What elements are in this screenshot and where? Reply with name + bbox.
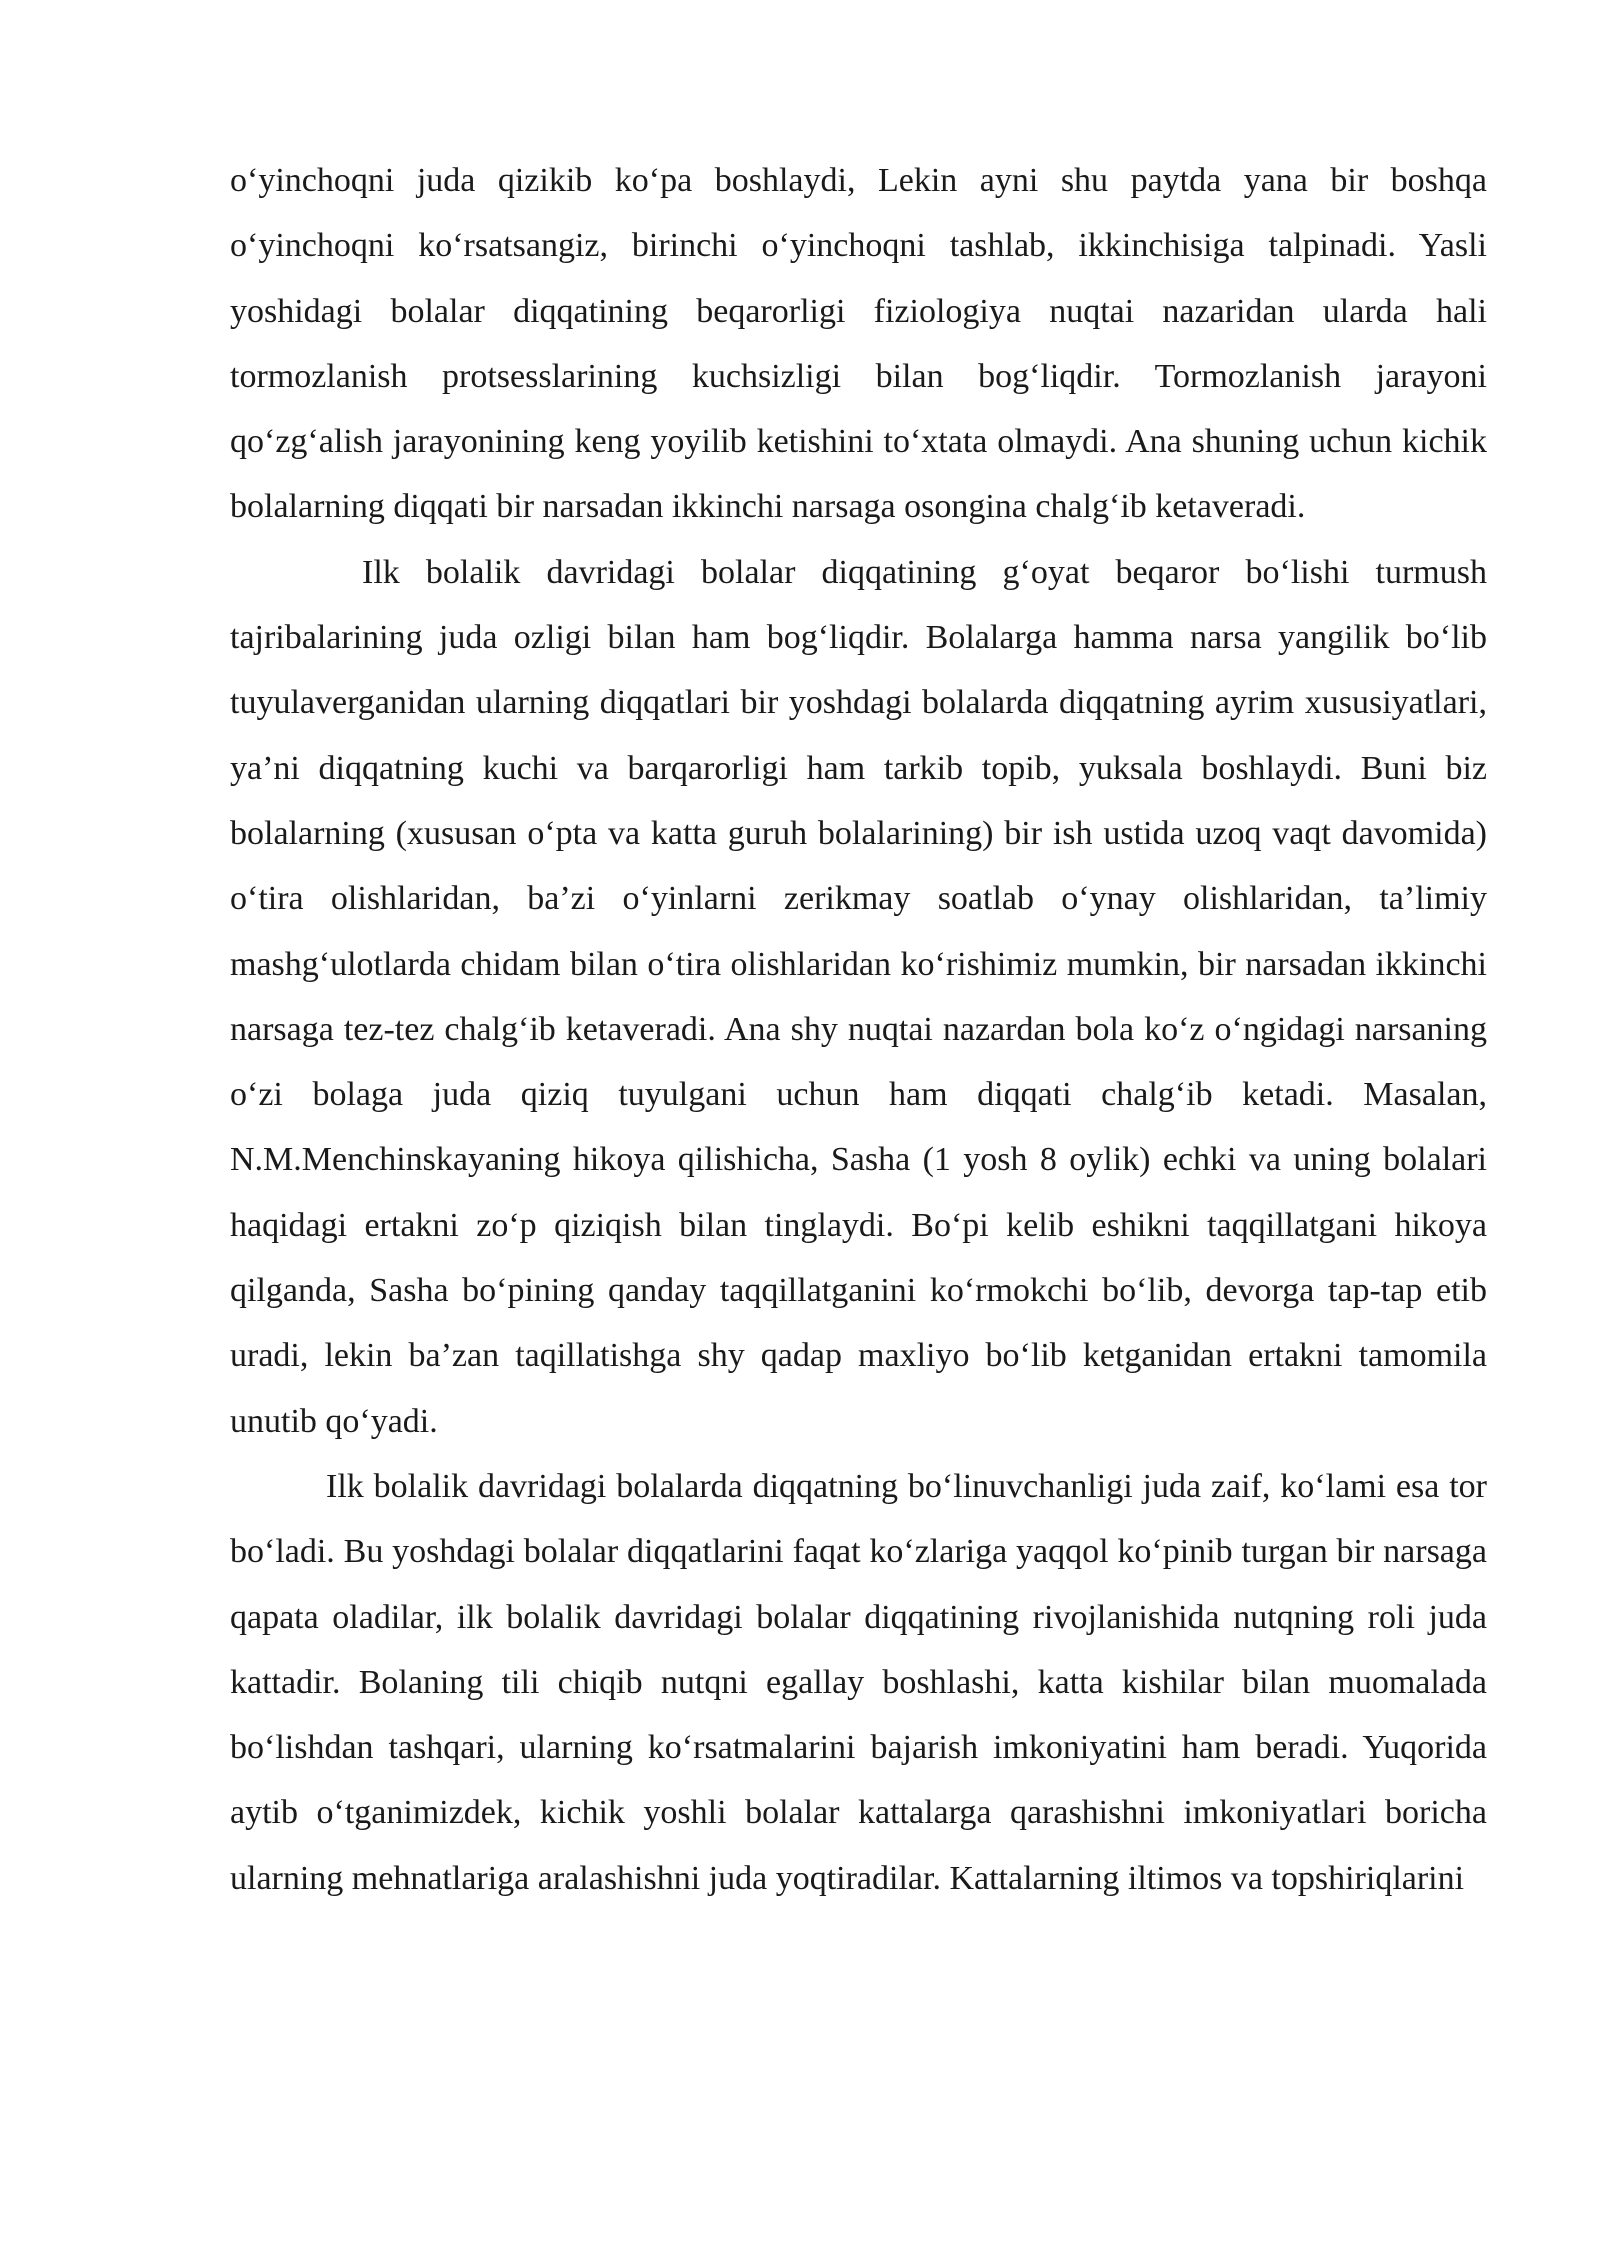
document-body [230, 148, 1487, 1911]
paragraph-3: Ilk bolalik davridagi bolalarda diqqatning bo‘linuvchanligi juda zaif, ko‘lami esa tor bo‘ladi. Bu yoshdagi bolalar diqqatlarini faqat ko‘zlariga yaqqol ko‘pinib turgan bir narsaga qapata oladilar, ilk bolalik davridagi bolalar diqqatining rivojlanishida nutqning roli juda kattadir. Bolaning tili chiqib nutqni egallay boshlashi, katta kishilar bilan muomalada bo‘lishdan tashqari, ularning ko‘rsatmalarini bajarish imkoniyatini ham beradi. Yuqorida aytib o‘tganimizdek, kichik yoshli bolalar kattalarga qarashishni imkoniyatlari boricha ularning mehnatlariga aralashishni juda yoqtiradilar. Kattalarning iltimos va topshiriqlarini [230, 1467, 1487, 1897]
paragraph-2: Ilk bolalik davridagi bolalar diqqatining g‘oyat beqaror bo‘lishi turmush tajribalarining juda ozligi bilan ham bog‘liqdir. Bolalarga hamma narsa yangilik bo‘lib tuyulaverganidan ularning diqqatlari bir yoshdagi bolalarda diqqatning ayrim xususiyatlari, ya’ni diqqatning kuchi va barqarorligi ham tarkib topib, yuksala boshlaydi. Buni biz bolalarning (xususan o‘pta va katta guruh bolalarining) bir ish ustida uzoq vaqt davomida) o‘tira olishlaridan, ba’zi o‘yinlarni zerikmay soatlab o‘ynay olishlaridan, ta’limiy mashg‘ulotlarda chidam bilan o‘tira olishlaridan ko‘rishimiz mumkin, bir narsadan ikkinchi narsaga tez-tez chalg‘ib ketaveradi. Ana shy nuqtai nazardan bola ko‘z o‘ngidagi narsaning o‘zi bolaga juda qiziq tuyulgani uchun ham diqqati chalg‘ib ketadi. Masalan, N.M.Menchinskayaning hikoya qilishicha, Sasha (1 yosh 8 oylik) echki va uning bolalari haqidagi ertakni zo‘p qiziqish bilan tinglaydi. Bo‘pi kelib eshikni taqqillatgani hikoya qilganda, Sasha bo‘pining qanday taqqillatganini ko‘rmokchi bo‘lib, devorga tap-tap etib uradi, lekin ba’zan taqillatishga shy qadap maxliyo bo‘lib ketganidan ertakni tamomila unutib qo‘yadi. [230, 553, 1487, 1440]
paragraph-1: o‘yinchoqni juda qizikib ko‘pa boshlaydi, Lekin ayni shu paytda yana bir boshqa o‘yinchoqni ko‘rsatsangiz, birinchi o‘yinchoqni tashlab, ikkinchisiga talpinadi. Yasli yoshidagi bolalar diqqatining beqarorligi fiziologiya nuqtai nazaridan ularda hali tormozlanish protsesslarining kuchsizligi bilan bog‘liqdir. Tormozlanish jarayoni qo‘zg‘alish jarayonining keng yoyilib ketishini to‘xtata olmaydi. Ana shuning uchun kichik bolalarning diqqati bir narsadan ikkinchi narsaga osongina chalg‘ib ketaveradi. [230, 162, 1487, 526]
